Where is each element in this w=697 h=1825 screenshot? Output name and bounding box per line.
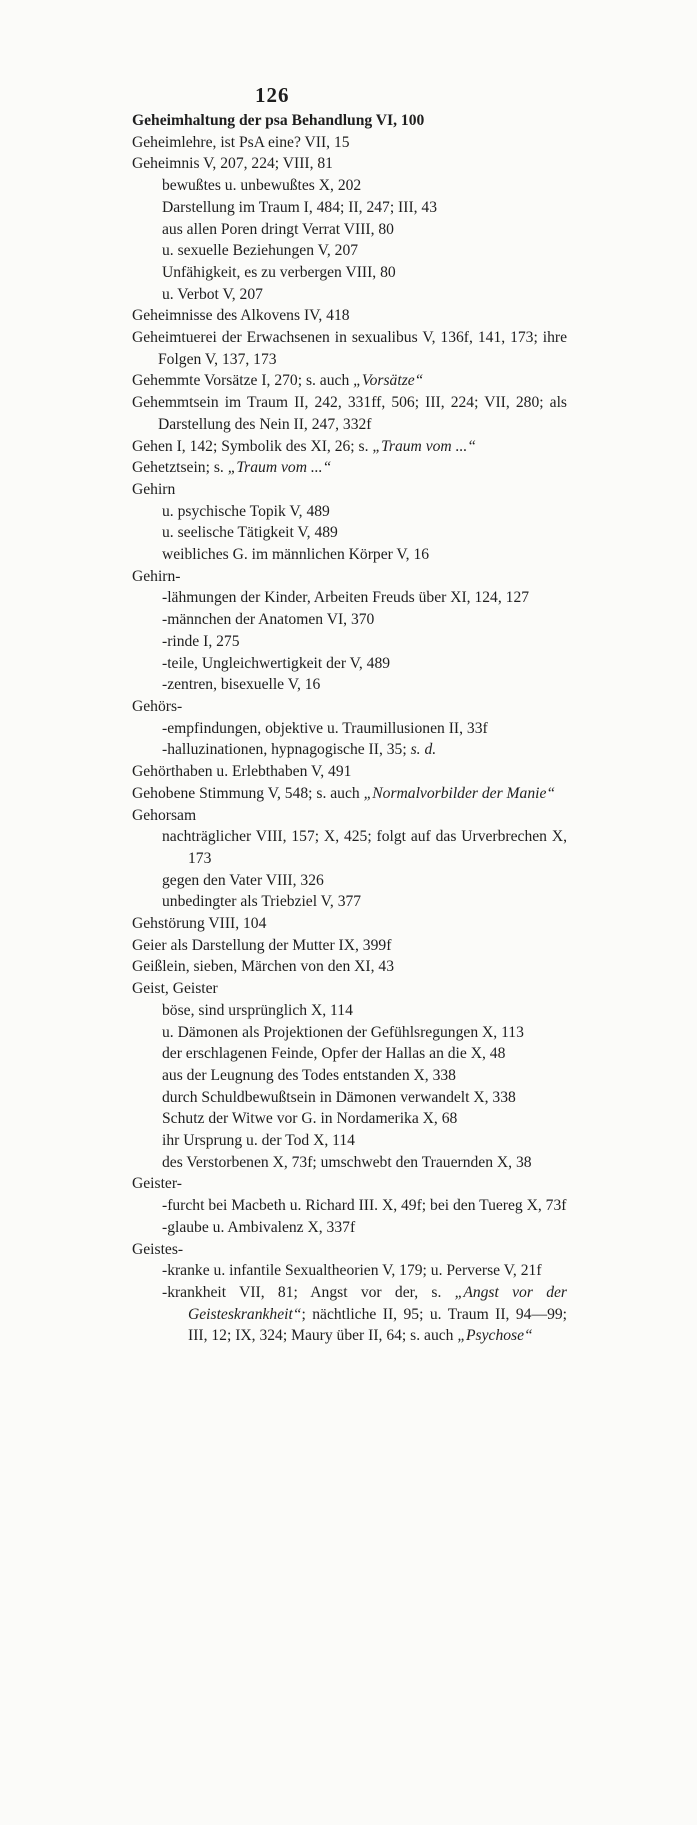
index-entry xyxy=(132,1239,567,1261)
index-subentry xyxy=(132,870,567,892)
entry-text: -krankheit VII, 81; Angst vor der, s. xyxy=(162,1283,455,1301)
entry-crossref: „Angst vor der Geisteskrankheit“ xyxy=(188,1283,567,1323)
index-entry xyxy=(132,783,567,805)
entry-text: Geister- xyxy=(132,1175,182,1193)
index-entry xyxy=(132,479,567,501)
index-subentry xyxy=(132,1087,567,1109)
entry-text: u. Verbot V, 207 xyxy=(162,285,263,303)
index-subentry xyxy=(132,284,567,306)
entry-text: -lähmungen der Kinder, Arbeiten Freuds über XI, 124, 127 xyxy=(162,589,530,607)
index-subentry xyxy=(132,1043,567,1065)
index-subentry xyxy=(132,891,567,913)
index-subentry xyxy=(132,1195,567,1217)
entry-text: u. psychische Topik V, 489 xyxy=(162,502,330,520)
index-entry xyxy=(132,696,567,718)
index-entry xyxy=(132,327,567,370)
index-subentry xyxy=(132,1282,567,1347)
entry-text: der erschlagenen Feinde, Opfer der Hallas an die X, 48 xyxy=(162,1045,506,1063)
entry-text: unbedingter als Triebziel V, 377 xyxy=(162,893,362,911)
entry-text: Geheimnis V, 207, 224; VIII, 81 xyxy=(132,155,333,173)
entry-crossref: „Vorsätze“ xyxy=(353,372,424,390)
index-subentry xyxy=(132,197,567,219)
entry-text: böse, sind ursprünglich X, 114 xyxy=(162,1001,353,1019)
entry-crossref: „Traum vom ...“ xyxy=(227,459,332,477)
index-subentry xyxy=(132,262,567,284)
entry-text: ihr Ursprung u. der Tod X, 114 xyxy=(162,1132,355,1150)
entry-text: des Verstorbenen X, 73f; umschwebt den Trauernden X, 38 xyxy=(162,1153,532,1171)
index-subentry xyxy=(132,653,567,675)
index-entry xyxy=(132,153,567,175)
index-subentry xyxy=(132,219,567,241)
index-entry xyxy=(132,457,567,479)
index-subentry xyxy=(132,739,567,761)
entry-text: Geheimnisse des Alkovens IV, 418 xyxy=(132,307,350,325)
index-subentry xyxy=(132,587,567,609)
index-subentry xyxy=(132,240,567,262)
index-subentry xyxy=(132,1260,567,1282)
entry-text: -empfindungen, objektive u. Traumillusionen II, 33f xyxy=(162,719,488,737)
entry-text: Geheimtuerei der Erwachsenen in sexualibus V, 136f, 141, 173; ihre Folgen V, 137, 173 xyxy=(132,329,567,368)
index-entry xyxy=(132,956,567,978)
index-subentry xyxy=(132,1108,567,1130)
index-subentry xyxy=(132,718,567,740)
entry-text: Gehörs- xyxy=(132,697,183,715)
entry-text: -glaube u. Ambivalenz X, 337f xyxy=(162,1218,356,1236)
entry-text: -männchen der Anatomen VI, 370 xyxy=(162,611,375,629)
index-subentry xyxy=(132,544,567,566)
index-entry xyxy=(132,761,567,783)
entry-text: Darstellung im Traum I, 484; II, 247; III, 43 xyxy=(162,198,438,216)
entry-text: Gehen I, 142; Symbolik des XI, 26; s. xyxy=(132,437,373,455)
index-subentry xyxy=(132,1217,567,1239)
index-subentry xyxy=(132,1152,567,1174)
entry-text: Gehemmte Vorsätze I, 270; s. auch xyxy=(132,372,354,390)
entry-text: bewußtes u. unbewußtes X, 202 xyxy=(162,177,362,195)
index-entry xyxy=(132,935,567,957)
index-entry xyxy=(132,132,567,154)
entry-text: u. sexuelle Beziehungen V, 207 xyxy=(162,242,359,260)
index-subentry xyxy=(132,522,567,544)
entry-crossref: s. d. xyxy=(410,741,437,759)
entry-text: Gehetztsein; s. xyxy=(132,459,228,477)
entry-text: Gehirn- xyxy=(132,567,181,585)
entry-text: nachträglicher VIII, 157; X, 425; folgt auf das Urverbrechen X, 173 xyxy=(162,828,567,867)
index-subentry xyxy=(132,1022,567,1044)
entry-text: Geheimlehre, ist PsA eine? VII, 15 xyxy=(132,133,350,151)
index-entry xyxy=(132,805,567,827)
index-subentry xyxy=(132,1065,567,1087)
index-entry xyxy=(132,392,567,435)
index-entry xyxy=(132,370,567,392)
entry-text: Geist, Geister xyxy=(132,980,218,998)
entry-text: -rinde I, 275 xyxy=(162,632,240,650)
entry-text: Geißlein, sieben, Märchen von den XI, 43 xyxy=(132,958,394,976)
entry-text: -furcht bei Macbeth u. Richard III. X, 49f; bei den Tuereg X, 73f xyxy=(162,1197,567,1215)
entry-text-continued: ; nächtliche II, 95; u. Traum II, 94—99; III, 12; IX, 324; Maury über II, 64; s. auch xyxy=(188,1305,567,1345)
entry-text: u. seelische Tätigkeit V, 489 xyxy=(162,524,338,542)
index-entry xyxy=(132,566,567,588)
index-subentry xyxy=(132,609,567,631)
index-subentry xyxy=(132,826,567,869)
entry-text: Unfähigkeit, es zu verbergen VIII, 80 xyxy=(162,263,396,281)
index-subentry xyxy=(132,631,567,653)
index-subentry xyxy=(132,501,567,523)
entry-text: -halluzinationen, hypnagogische II, 35; xyxy=(162,741,411,759)
entry-text: Gehobene Stimmung V, 548; s. auch xyxy=(132,784,364,802)
entry-crossref: „Traum vom ...“ xyxy=(372,437,476,455)
index-entry xyxy=(132,1173,567,1195)
entry-text: Gehorsam xyxy=(132,806,197,824)
entry-text: durch Schuldbewußtsein in Dämonen verwandelt X, 338 xyxy=(162,1088,516,1106)
index-subentry xyxy=(132,674,567,696)
entry-text: weibliches G. im männlichen Körper V, 16 xyxy=(162,546,430,564)
entry-text: Geheimhaltung der psa Behandlung VI, 100 xyxy=(132,112,425,129)
entry-text: u. Dämonen als Projektionen der Gefühlsregungen X, 113 xyxy=(162,1023,524,1041)
entry-text: -teile, Ungleichwertigkeit der V, 489 xyxy=(162,654,391,672)
entry-text: Geistes- xyxy=(132,1240,184,1258)
entry-text: Gehemmtsein im Traum II, 242, 331ff, 506; III, 224; VII, 280; als Darstellung des Nein II, 247, 332f xyxy=(132,394,567,433)
index-subentry xyxy=(132,175,567,197)
entry-text: Gehörthaben u. Erlebthaben V, 491 xyxy=(132,763,352,781)
index-entry xyxy=(132,913,567,935)
entry-text: aus allen Poren dringt Verrat VIII, 80 xyxy=(162,220,394,238)
entry-text: aus der Leugnung des Todes entstanden X, 338 xyxy=(162,1066,456,1084)
entry-text: Gehirn xyxy=(132,480,176,498)
entry-text: Schutz der Witwe vor G. in Nordamerika X, 68 xyxy=(162,1110,458,1128)
entry-text: -zentren, bisexuelle V, 16 xyxy=(162,676,321,694)
page-number: 126 xyxy=(255,83,290,107)
entry-text: Gehstörung VIII, 104 xyxy=(132,915,267,933)
index-subentry xyxy=(132,1000,567,1022)
entry-text: gegen den Vater VIII, 326 xyxy=(162,871,324,889)
index-entry xyxy=(132,436,567,458)
index-list xyxy=(132,110,567,1347)
entry-crossref: „Normalvorbilder der Manie“ xyxy=(363,784,556,802)
entry-text: -kranke u. infantile Sexualtheorien V, 179; u. Perverse V, 21f xyxy=(162,1262,542,1280)
entry-text: Geier als Darstellung der Mutter IX, 399f xyxy=(132,936,392,954)
index-entry xyxy=(132,978,567,1000)
entry-crossref: „Psychose“ xyxy=(457,1327,533,1345)
index-subentry xyxy=(132,1130,567,1152)
index-entry xyxy=(132,110,567,132)
index-entry xyxy=(132,305,567,327)
